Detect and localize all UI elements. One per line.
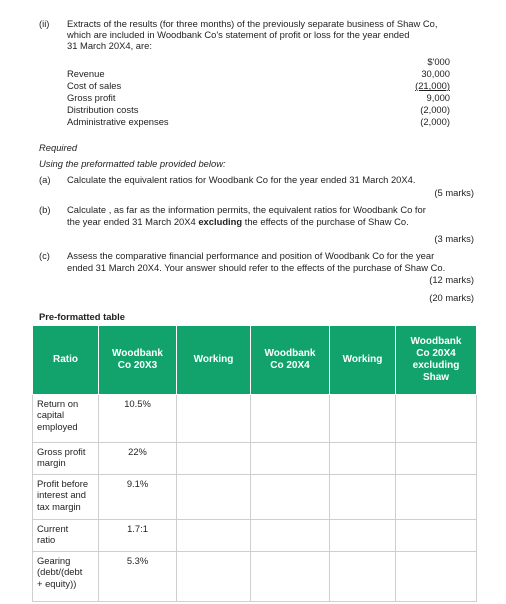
preformatted-table — [32, 325, 477, 602]
table-row — [33, 443, 477, 475]
question-text: Assess the comparative financial performance and position of Woodbank Co for the year — [67, 250, 435, 261]
ratio-name — [33, 443, 99, 475]
question-text: ended 31 March 20X4. Your answer should refer to the effects of the purchase of Shaw Co. — [67, 262, 446, 273]
question-number: (c) — [39, 250, 50, 261]
marks: (5 marks) — [434, 187, 474, 198]
ratio-name-line: Gearing — [37, 555, 71, 566]
table-heading: Pre-formatted table — [39, 311, 125, 322]
answer-cell-20x4[interactable] — [251, 443, 330, 475]
question-number: (b) — [39, 204, 51, 215]
ratio-name-line: ratio — [37, 534, 56, 546]
answer-cell-20x4[interactable] — [251, 520, 330, 552]
question-text-part: the effects of the purchase of Shaw Co. — [242, 216, 409, 227]
extract-label: Administrative expenses — [67, 116, 169, 127]
ratio-name — [33, 475, 99, 520]
column-header-line: Woodbank — [410, 336, 462, 347]
working-cell[interactable] — [330, 552, 396, 602]
answer-cell-excl-shaw[interactable] — [396, 395, 477, 443]
extract-label: Distribution costs — [67, 104, 139, 115]
answer-cell-20x4[interactable] — [251, 552, 330, 602]
intro-line: which are included in Woodbank Co's statement of profit or loss for the year ended — [67, 29, 410, 41]
answer-cell-20x4[interactable] — [251, 475, 330, 520]
ratio-value-20x3: 9.1% — [99, 475, 177, 520]
unit-header: $'000 — [427, 56, 450, 67]
extract-label: Revenue — [67, 68, 105, 79]
column-header-line: Co 20X4 — [416, 348, 456, 359]
answer-cell-20x4[interactable] — [251, 395, 330, 443]
ratio-name-line: Current — [37, 523, 69, 534]
extract-label: Gross profit — [67, 92, 116, 103]
working-cell[interactable] — [330, 520, 396, 552]
table-row — [33, 520, 477, 552]
working-cell[interactable] — [177, 395, 251, 443]
column-header: Ratio — [33, 326, 99, 395]
column-header — [396, 326, 477, 395]
answer-cell-excl-shaw[interactable] — [396, 475, 477, 520]
ratio-name — [33, 520, 99, 552]
financial-extract — [0, 56, 506, 136]
ratio-value-20x3: 5.3% — [99, 552, 177, 602]
question-text: Calculate the equivalent ratios for Woodbank Co for the year ended 31 March 20X4. — [67, 174, 416, 185]
column-header-line: Woodbank — [112, 348, 163, 359]
question-number: (a) — [39, 174, 51, 185]
marks: (3 marks) — [434, 233, 474, 244]
ratio-name — [33, 395, 99, 443]
ratio-value-20x3: 1.7:1 — [99, 520, 177, 552]
ratio-name-line: interest and — [37, 489, 86, 501]
working-cell[interactable] — [330, 443, 396, 475]
extract-value: 30,000 — [421, 68, 450, 79]
extract-value: (2,000) — [420, 104, 450, 115]
column-header: Working — [177, 326, 251, 395]
working-cell[interactable] — [177, 443, 251, 475]
column-header-line: excluding — [412, 360, 460, 371]
answer-cell-excl-shaw[interactable] — [396, 552, 477, 602]
part-number: (ii) — [39, 18, 50, 29]
ratio-name-line: (debt/(debt — [37, 566, 83, 578]
extract-label: Cost of sales — [67, 80, 122, 91]
working-cell[interactable] — [177, 552, 251, 602]
ratio-name-line: margin — [37, 457, 66, 469]
ratio-value-20x3: 22% — [99, 443, 177, 475]
ratio-name-line: Return on — [37, 398, 79, 409]
column-header-line: Co 20X4 — [270, 360, 310, 371]
intro-line: 31 March 20X4, are: — [67, 40, 152, 52]
ratio-name-line: capital — [37, 409, 65, 421]
ratio-name-line: Gross profit — [37, 446, 86, 457]
column-header-line: Co 20X3 — [117, 360, 158, 371]
ratio-name-line: + equity)) — [37, 577, 77, 589]
working-cell[interactable] — [330, 395, 396, 443]
intro-line: Extracts of the results (for three months) of the previously separate business of Shaw Co, — [67, 18, 438, 29]
working-cell[interactable] — [177, 475, 251, 520]
working-cell[interactable] — [330, 475, 396, 520]
question-text — [67, 216, 409, 227]
column-header-line: Woodbank — [264, 348, 316, 359]
extract-value: (21,000) — [415, 80, 450, 91]
ratio-name-line: Profit before — [37, 478, 89, 489]
extract-value: (2,000) — [420, 116, 450, 127]
working-cell[interactable] — [177, 520, 251, 552]
question-text-part: the year ended 31 March 20X4 — [67, 216, 199, 227]
column-header — [99, 326, 177, 395]
column-header-line: Shaw — [422, 372, 450, 383]
extract-value: 9,000 — [426, 92, 450, 103]
ratio-name-line: tax margin — [37, 500, 81, 512]
intro-text — [67, 18, 477, 52]
answer-cell-excl-shaw[interactable] — [396, 520, 477, 552]
table-header-row — [33, 326, 477, 395]
table-row — [33, 395, 477, 443]
question-text: Calculate , as far as the information permits, the equivalent ratios for Woodbank Co for — [67, 204, 426, 215]
total-marks: (20 marks) — [429, 292, 474, 303]
column-header — [251, 326, 330, 395]
table-row — [33, 552, 477, 602]
marks: (12 marks) — [429, 274, 474, 285]
ratio-name-line: employed — [37, 420, 78, 432]
ratio-value-20x3: 10.5% — [99, 395, 177, 443]
column-header: Working — [330, 326, 396, 395]
required-instruction: Using the preformatted table provided below: — [39, 158, 226, 169]
answer-cell-excl-shaw[interactable] — [396, 443, 477, 475]
question-emphasis: excluding — [198, 216, 243, 227]
required-heading: Required — [39, 142, 78, 153]
ratio-name — [33, 552, 99, 602]
table-row — [33, 475, 477, 520]
